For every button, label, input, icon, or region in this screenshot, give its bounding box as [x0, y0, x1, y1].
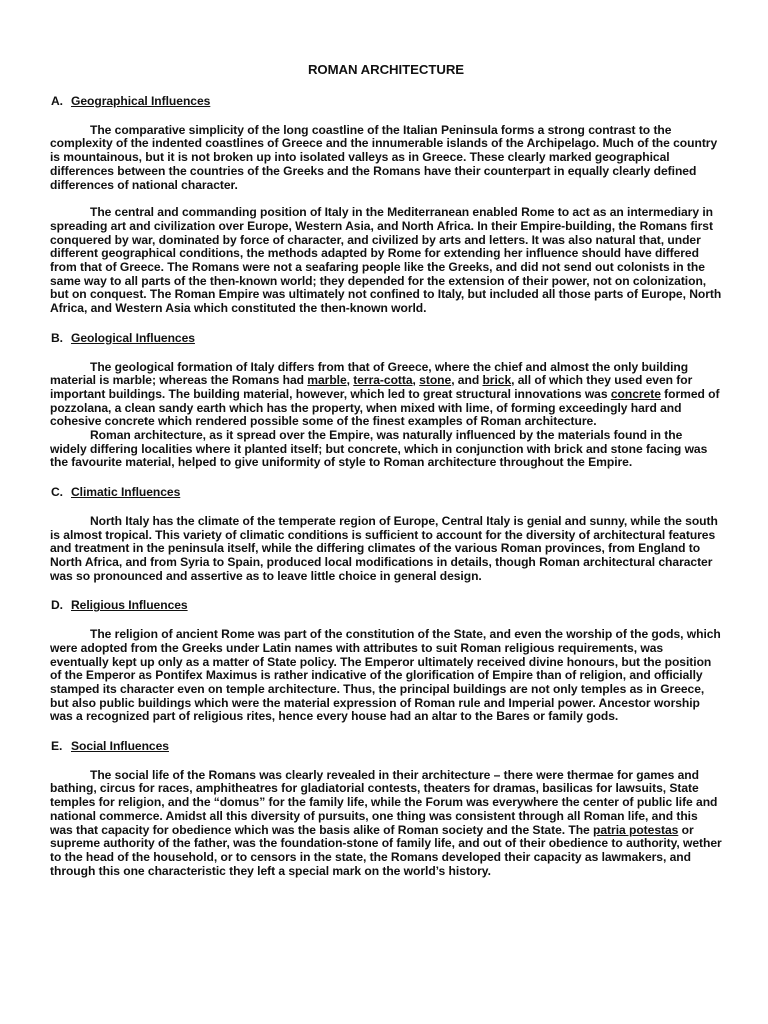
section-letter: E. [51, 739, 63, 754]
document-page [50, 62, 722, 878]
text-run: , all of which they used even for important buildings. The building material, however, which led to great structural innovations was [50, 373, 693, 401]
section-title: Climatic Influences [71, 485, 181, 500]
section-title: Geographical Influences [71, 94, 211, 108]
term-terra-cotta: terra-cotta [353, 373, 413, 388]
text-run: , and [451, 373, 483, 388]
paragraph: The comparative simplicity of the long coastline of the Italian Peninsula forms a strong contrast to the complexity of the indented coastlines of Greece and the innumerable islands of the Archipelago. Much of the country is mountainous, but it is not broken up into isolated valleys as in Greece. These clearly marked geographical differences between the countries of the Greeks and the Romans have their counterpart in equally clearly defined differences of national character. [50, 122, 718, 192]
term-brick: brick [482, 373, 512, 388]
text-run: , [412, 373, 420, 388]
term-patria-potestas: patria potestas [593, 822, 679, 837]
paragraph: North Italy has the climate of the temperate region of Europe, Central Italy is genial and sunny, while the south is almost tropical. This variety of climatic conditions is sufficient to account for the diversity of architectural features and treatment in the peninsula itself, while the differing climates of the various Roman provinces, from England to North Africa, and from Syria to Spain, produced local modifications in details, though Roman architectural character was so pronounced and assertive as to leave little choice in general design. [50, 513, 718, 583]
section-heading-climatic [50, 486, 722, 500]
text-run: The geological formation of Italy differs from that of Greece, where the chief and almost the only building material is marble; whereas the Romans had [50, 359, 689, 388]
text-run: formed of pozzolana, a clean sandy earth which has the property, when mixed with lime, of forming exceedingly hard and cohesive concrete which rendered possible some of the finest examples of Roman architecture. [50, 386, 720, 429]
section-letter: A. [51, 94, 63, 108]
term-marble: marble [307, 373, 347, 388]
section-title: Geological Influences [71, 330, 195, 345]
paragraph [50, 361, 722, 430]
section-title: Social Influences [71, 739, 169, 754]
paragraph: The religion of ancient Rome was part of the constitution of the State, and even the worship of the gods, which were adopted from the Greeks under Latin names with attributes to suit Roman religious requirements, was eventually kept up only as a matter of State policy. The Emperor ultimately received divine honours, but the position of the Emperor as Pontifex Maximus is rather indicative of the glorification of Empire than of religion, and officially stamped its character even on temple architecture. Thus, the principal buildings are not only temples as in Greece, but also public buildings which were the material expression of Roman rule and Imperial power. Ancestor worship was a recognized part of religious rites, hence every house had an altar to the Bares or family gods. [50, 627, 721, 724]
section-heading-geological [50, 332, 722, 346]
paragraph: Roman architecture, as it spread over the Empire, was naturally influenced by the materials found in the widely differing localities where it planted itself; but concrete, which in conjunction with brick and stone facing was the favourite material, helped to give uniformity of style to Roman architecture throughout the Empire. [50, 428, 708, 470]
term-concrete: concrete [610, 386, 661, 401]
text-run: , [346, 373, 354, 388]
paragraph: The central and commanding position of Italy in the Mediterranean enabled Rome to act as an intermediary in spreading art and civilization over Europe, Western Asia, and North Africa. In their Empire-building, the Romans first conquered by war, dominated by force of character, and civilized by arts and letters. It was also natural that, under different geographical conditions, the methods adapted by Rome for extending her influence should have differed from that of Greece. The Romans were not a seafaring people like the Greeks, and did not send out colonists in the same way to all parts of the then-known world; they depended for the extension of their power, not on colonization, but on conquest. The Roman Empire was ultimately not confined to Italy, but included all those parts of Europe, North Africa, and Western Asia which constituted the then-known world. [50, 205, 722, 316]
section-heading-geographical [50, 95, 722, 109]
text-run: The social life of the Romans was clearly revealed in their architecture – there were thermae for games and bathing, circus for races, amphitheatres for gladiatorial contests, theaters for dramas, basilicas for lawsuits, State temples for religion, and the “domus” for the family life, while the Forum was everywhere the center of public life and national commerce. Amidst all this diversity of pursuits, one thing was consistent through all Roman life, and this was that capacity for obedience which was the basis alike of Roman society and the State. The [50, 767, 718, 837]
section-letter: B. [51, 330, 63, 345]
term-stone: stone [419, 373, 452, 388]
section-heading-social [50, 740, 722, 754]
page-title: ROMAN ARCHITECTURE [307, 62, 465, 77]
section-letter: C. [51, 485, 63, 500]
section-letter: D. [51, 598, 63, 613]
paragraph [50, 769, 722, 879]
section-title: Religious Influences [71, 598, 188, 613]
text-run: or supreme authority of the father, was the foundation-stone of family life, and out of their obedience to authority, wether to the head of the household, or to censors in the state, the Romans developed their capacity as lawmakers, and through this one characteristic they left a special mark on the world’s history. [50, 822, 722, 878]
section-heading-religious [50, 599, 722, 613]
